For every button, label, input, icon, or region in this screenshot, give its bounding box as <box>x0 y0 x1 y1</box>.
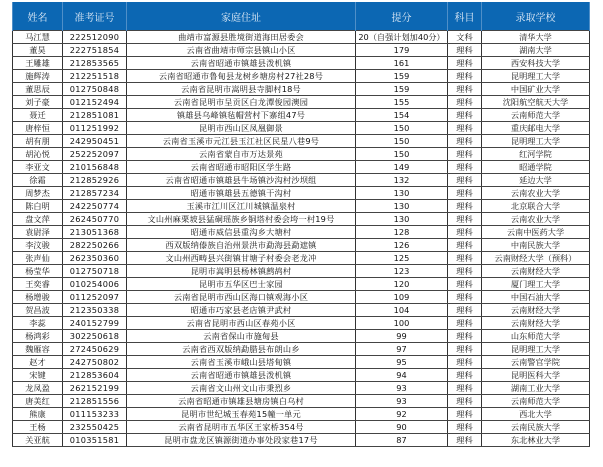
cell-address: 玉溪市江川区江川城镇温泉村 <box>127 200 356 213</box>
cell-score: 97 <box>356 343 448 356</box>
cell-name: 王雕雄 <box>13 57 63 70</box>
cell-score: 90 <box>356 421 448 434</box>
cell-name: 马江慧 <box>13 31 63 44</box>
cell-score: 109 <box>356 291 448 304</box>
cell-score: 150 <box>356 148 448 161</box>
table-row <box>13 135 590 148</box>
cell-score: 87 <box>356 434 448 447</box>
cell-name: 龙凤盈 <box>13 382 63 395</box>
cell-score: 123 <box>356 265 448 278</box>
cell-address: 云南省曲靖市师宗县镇山小区 <box>127 44 356 57</box>
cell-school: 山东师范大学 <box>482 330 590 343</box>
table-row <box>13 434 590 447</box>
cell-school: 重庆邮电大学 <box>482 122 590 135</box>
cell-address: 文山州麻栗坡县猛硐瑶族乡铜塔村委会垮一村19号 <box>127 213 356 226</box>
cell-name: 熊康 <box>13 408 63 421</box>
cell-score: 159 <box>356 83 448 96</box>
cell-school: 云南农业大学 <box>482 213 590 226</box>
cell-subject: 理科 <box>448 135 482 148</box>
cell-name: 胡沁悦 <box>13 148 63 161</box>
cell-exam-id: 222512090 <box>63 31 127 44</box>
cell-address: 昭通市巧家县老店镇尹武村 <box>127 304 356 317</box>
cell-subject: 理科 <box>448 421 482 434</box>
cell-address: 昆明市西山区凤凰御景 <box>127 122 356 135</box>
cell-address: 昆明市世纪城玉春苑15幢一单元 <box>127 408 356 421</box>
cell-address: 云南省昆明市西山区海口镇观海小区 <box>127 291 356 304</box>
cell-name: 赵才 <box>13 356 63 369</box>
cell-address: 云南省玉溪市峨山县塔甸镇 <box>127 356 356 369</box>
table-row <box>13 31 590 44</box>
table-row <box>13 83 590 96</box>
cell-school: 西北大学 <box>482 408 590 421</box>
cell-exam-id: 010254006 <box>63 278 127 291</box>
table-row <box>13 330 590 343</box>
cell-exam-id: 212857234 <box>63 187 127 200</box>
cell-exam-id: 302250618 <box>63 330 127 343</box>
cell-score: 128 <box>356 226 448 239</box>
cell-subject: 文科 <box>448 31 482 44</box>
cell-name: 刘子豪 <box>13 96 63 109</box>
cell-name: 施辉涛 <box>13 70 63 83</box>
cell-score: 95 <box>356 356 448 369</box>
header-score-raise: 提分 <box>356 2 448 31</box>
table-row <box>13 382 590 395</box>
cell-exam-id: 011252097 <box>63 291 127 304</box>
cell-exam-id: 222751854 <box>63 44 127 57</box>
cell-address: 云南省昭通市昭阳区学生路 <box>127 161 356 174</box>
cell-address: 昆明市嵩明县杨林镇鹧鸪村 <box>127 265 356 278</box>
cell-score: 94 <box>356 369 448 382</box>
cell-exam-id: 212852926 <box>63 174 127 187</box>
cell-exam-id: 262450770 <box>63 213 127 226</box>
cell-exam-id: 212251518 <box>63 70 127 83</box>
cell-name: 关亚航 <box>13 434 63 447</box>
cell-name: 王杨 <box>13 421 63 434</box>
cell-name: 董思辰 <box>13 83 63 96</box>
cell-address: 云南省昆明市五华区王家桥354号 <box>127 421 356 434</box>
cell-school: 云南财经大学（预科） <box>482 252 590 265</box>
cell-exam-id: 012750848 <box>63 83 127 96</box>
cell-name: 李汶骏 <box>13 239 63 252</box>
cell-address: 镇雄县乌峰镇毡帽营村下寨组47号 <box>127 109 356 122</box>
cell-exam-id: 252252097 <box>63 148 127 161</box>
cell-subject: 理科 <box>448 265 482 278</box>
cell-school: 湖南工业大学 <box>482 382 590 395</box>
cell-score: 126 <box>356 239 448 252</box>
cell-school: 云南中医药大学 <box>482 226 590 239</box>
cell-exam-id: 240152799 <box>63 317 127 330</box>
cell-subject: 理科 <box>448 434 482 447</box>
cell-name: 杨增骏 <box>13 291 63 304</box>
cell-name: 袁尉泽 <box>13 226 63 239</box>
cell-subject: 理科 <box>448 252 482 265</box>
table-row <box>13 57 590 70</box>
cell-school: 中国石油大学 <box>482 291 590 304</box>
cell-exam-id: 232550425 <box>63 421 127 434</box>
table-row <box>13 421 590 434</box>
cell-school: 中南民族大学 <box>482 239 590 252</box>
cell-name: 杨鸿彩 <box>13 330 63 343</box>
cell-exam-id: 212350338 <box>63 304 127 317</box>
cell-exam-id: 282250266 <box>63 239 127 252</box>
cell-address: 昭通市镇雄县五德镇干沟村 <box>127 187 356 200</box>
cell-school: 昆明理工大学 <box>482 135 590 148</box>
cell-subject: 理科 <box>448 239 482 252</box>
cell-score: 161 <box>356 57 448 70</box>
cell-name: 李蕊 <box>13 317 63 330</box>
cell-school: 昭通学院 <box>482 161 590 174</box>
table-row <box>13 70 590 83</box>
cell-school: 延边大学 <box>482 174 590 187</box>
cell-school: 红河学院 <box>482 148 590 161</box>
cell-name: 董昊 <box>13 44 63 57</box>
cell-subject: 理科 <box>448 356 482 369</box>
table-row <box>13 213 590 226</box>
cell-subject: 理科 <box>448 226 482 239</box>
cell-address: 云南省西双版纳勐腊县布朗山乡 <box>127 343 356 356</box>
cell-exam-id: 262350360 <box>63 252 127 265</box>
cell-subject: 理科 <box>448 291 482 304</box>
cell-address: 云南省昆明市呈贡区白龙潭俊园澳园 <box>127 96 356 109</box>
table-row <box>13 304 590 317</box>
cell-score: 130 <box>356 187 448 200</box>
cell-score: 159 <box>356 70 448 83</box>
cell-name: 宋键 <box>13 369 63 382</box>
cell-school: 清华大学 <box>482 31 590 44</box>
cell-subject: 理科 <box>448 44 482 57</box>
cell-name: 徐霜 <box>13 174 63 187</box>
cell-school: 云南民族大学 <box>482 421 590 434</box>
cell-subject: 理科 <box>448 330 482 343</box>
cell-name: 盘文萍 <box>13 213 63 226</box>
cell-school: 中国矿业大学 <box>482 83 590 96</box>
cell-name: 胡有朋 <box>13 135 63 148</box>
cell-exam-id: 011153233 <box>63 408 127 421</box>
cell-school: 云南农业大学 <box>482 187 590 200</box>
cell-address: 云南省文山州文山市秉烈乡 <box>127 382 356 395</box>
header-school: 录取学校 <box>482 2 590 31</box>
cell-exam-id: 212851081 <box>63 109 127 122</box>
cell-exam-id: 212851556 <box>63 395 127 408</box>
cell-school: 西安科技大学 <box>482 57 590 70</box>
cell-subject: 理科 <box>448 317 482 330</box>
cell-score: 20（自强计划加40分） <box>356 31 448 44</box>
cell-subject: 理科 <box>448 408 482 421</box>
cell-score: 130 <box>356 213 448 226</box>
cell-school: 云南师范大学 <box>482 395 590 408</box>
table-row <box>13 395 590 408</box>
cell-address: 云南省昭通市鲁甸县龙树乡塘房村27社28号 <box>127 70 356 83</box>
cell-school: 昆明医科大学 <box>482 369 590 382</box>
cell-exam-id: 272450629 <box>63 343 127 356</box>
cell-score: 150 <box>356 135 448 148</box>
cell-school: 云南警官学院 <box>482 356 590 369</box>
table-row <box>13 187 590 200</box>
header-subject: 科目 <box>448 2 482 31</box>
header-exam-id: 准考证号 <box>63 2 127 31</box>
cell-name: 唐美红 <box>13 395 63 408</box>
cell-exam-id: 012750718 <box>63 265 127 278</box>
cell-school: 湖南大学 <box>482 44 590 57</box>
cell-score: 150 <box>356 122 448 135</box>
cell-score: 132 <box>356 174 448 187</box>
cell-exam-id: 212853604 <box>63 369 127 382</box>
cell-exam-id: 213051368 <box>63 226 127 239</box>
cell-subject: 理科 <box>448 343 482 356</box>
cell-exam-id: 210156848 <box>63 161 127 174</box>
table-body <box>13 31 590 447</box>
cell-name: 王奕睿 <box>13 278 63 291</box>
table-row <box>13 252 590 265</box>
cell-address: 云南省昭通市镇雄县塘房镇白乌村 <box>127 395 356 408</box>
cell-name: 聂迁 <box>13 109 63 122</box>
cell-subject: 理科 <box>448 122 482 135</box>
cell-address: 昭通市威信县重沟乡大塘村 <box>127 226 356 239</box>
cell-subject: 理科 <box>448 369 482 382</box>
cell-score: 120 <box>356 278 448 291</box>
table-row <box>13 278 590 291</box>
cell-address: 云南省昆明市西山区春苑小区 <box>127 317 356 330</box>
table-row <box>13 44 590 57</box>
table-row <box>13 356 590 369</box>
cell-score: 179 <box>356 44 448 57</box>
cell-subject: 理科 <box>448 83 482 96</box>
cell-subject: 理科 <box>448 187 482 200</box>
cell-school: 昆明理工大学 <box>482 343 590 356</box>
cell-name: 陈白明 <box>13 200 63 213</box>
table-row <box>13 122 590 135</box>
table-row <box>13 291 590 304</box>
cell-subject: 理科 <box>448 213 482 226</box>
cell-address: 云南省玉溪市元江县玉江社区民星八巷9号 <box>127 135 356 148</box>
cell-score: 130 <box>356 200 448 213</box>
cell-subject: 理科 <box>448 174 482 187</box>
cell-exam-id: 242750802 <box>63 356 127 369</box>
cell-address: 云南省昭通市镇雄县牛场镇沙沟村沙坝组 <box>127 174 356 187</box>
cell-address: 云南省保山市施甸县 <box>127 330 356 343</box>
cell-school: 云南师范大学 <box>482 109 590 122</box>
cell-subject: 理科 <box>448 278 482 291</box>
cell-name: 周梦杰 <box>13 187 63 200</box>
cell-subject: 理科 <box>448 304 482 317</box>
table-row <box>13 96 590 109</box>
header-name: 姓名 <box>13 2 63 31</box>
cell-name: 张声仙 <box>13 252 63 265</box>
cell-score: 104 <box>356 304 448 317</box>
cell-school: 昆明理工大学 <box>482 70 590 83</box>
table-row <box>13 148 590 161</box>
cell-score: 154 <box>356 109 448 122</box>
cell-score: 100 <box>356 317 448 330</box>
cell-exam-id: 011251992 <box>63 122 127 135</box>
cell-school: 东北林业大学 <box>482 434 590 447</box>
cell-name: 杨莹华 <box>13 265 63 278</box>
cell-school: 北京联合大学 <box>482 200 590 213</box>
table-row <box>13 408 590 421</box>
cell-school: 云南财经大学 <box>482 265 590 278</box>
cell-score: 149 <box>356 161 448 174</box>
cell-subject: 理科 <box>448 382 482 395</box>
cell-address: 文山州西畴县兴街镇甘塘子村委会老龙冲 <box>127 252 356 265</box>
table-row <box>13 317 590 330</box>
cell-address: 曲靖市富源县胜境街道海田居委会 <box>127 31 356 44</box>
cell-exam-id: 012152494 <box>63 96 127 109</box>
cell-subject: 理科 <box>448 148 482 161</box>
cell-score: 93 <box>356 382 448 395</box>
cell-address: 云南省昆明市嵩明县寺脚村18号 <box>127 83 356 96</box>
cell-score: 99 <box>356 330 448 343</box>
admission-table <box>12 2 590 447</box>
cell-address: 云南省蒙自市万达景苑 <box>127 148 356 161</box>
cell-school: 云南财经大学 <box>482 304 590 317</box>
cell-name: 李亚文 <box>13 161 63 174</box>
table-row <box>13 265 590 278</box>
cell-score: 93 <box>356 395 448 408</box>
cell-subject: 理科 <box>448 200 482 213</box>
cell-school: 厦门理工大学 <box>482 278 590 291</box>
cell-score: 125 <box>356 252 448 265</box>
cell-address: 云南省昭通市镇雄县泼机镇 <box>127 57 356 70</box>
table-row <box>13 369 590 382</box>
cell-name: 贺昌波 <box>13 304 63 317</box>
cell-address: 西双版纳傣族自治州景洪市勐海县勐遮镇 <box>127 239 356 252</box>
table-row <box>13 226 590 239</box>
cell-exam-id: 262152199 <box>63 382 127 395</box>
cell-address: 昆明市盘龙区镇源街道办事处段家巷17号 <box>127 434 356 447</box>
cell-subject: 理科 <box>448 96 482 109</box>
cell-subject: 理科 <box>448 395 482 408</box>
cell-exam-id: 242950451 <box>63 135 127 148</box>
cell-subject: 理科 <box>448 161 482 174</box>
table-header-row <box>13 2 590 31</box>
cell-exam-id: 212853565 <box>63 57 127 70</box>
cell-score: 92 <box>356 408 448 421</box>
cell-subject: 理科 <box>448 109 482 122</box>
cell-exam-id: 010351581 <box>63 434 127 447</box>
cell-score: 155 <box>356 96 448 109</box>
header-address: 家庭住址 <box>127 2 356 31</box>
cell-address: 昆明市五华区巴士家园 <box>127 278 356 291</box>
table-row <box>13 174 590 187</box>
cell-name: 魏雁容 <box>13 343 63 356</box>
table-row <box>13 161 590 174</box>
cell-school: 云南财经大学 <box>482 317 590 330</box>
table-row <box>13 239 590 252</box>
table-row <box>13 200 590 213</box>
table-row <box>13 343 590 356</box>
table-row <box>13 109 590 122</box>
cell-exam-id: 242250774 <box>63 200 127 213</box>
cell-address: 云南省昭通市镇雄县泼机镇 <box>127 369 356 382</box>
cell-subject: 理科 <box>448 70 482 83</box>
cell-name: 唐梓恒 <box>13 122 63 135</box>
cell-subject: 理科 <box>448 57 482 70</box>
cell-school: 沈阳航空航天大学 <box>482 96 590 109</box>
